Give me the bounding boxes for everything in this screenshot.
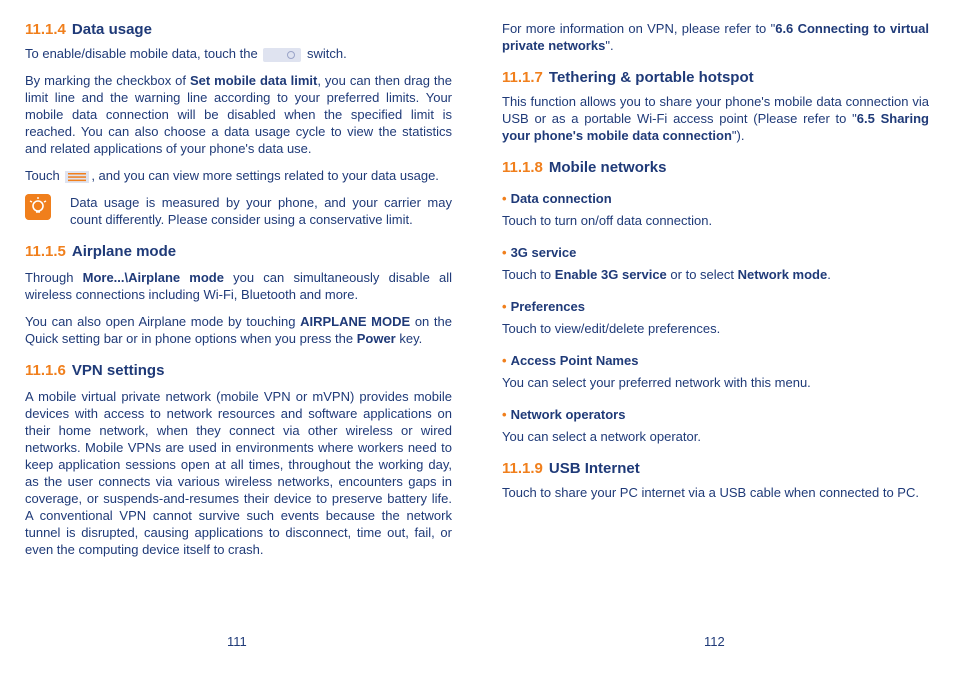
text-preferences: Touch to view/edit/delete preferences. xyxy=(502,321,721,336)
bullet-access-point-names: • Access Point Names xyxy=(502,353,639,368)
bullet-data-connection: • Data connection xyxy=(502,191,612,206)
bullet-network-operators: • Network operators xyxy=(502,407,626,422)
text-network-operators: You can select a network operator. xyxy=(502,429,701,444)
page-number-right: 112 xyxy=(704,634,725,649)
airplane-paragraph-1: Through More...\Airplane mode you can simultaneously disable all wireless connections including Wi-Fi, Bluetooth and more. xyxy=(25,270,452,302)
text-data-connection: Touch to turn on/off data connection. xyxy=(502,213,713,228)
usb-internet-paragraph: Touch to share your PC internet via a USB cable when connected to PC. xyxy=(502,485,919,500)
vpn-more-info: For more information on VPN, please refer to "6.6 Connecting to virtual private networks". xyxy=(502,21,929,53)
text-access-point-names: You can select your preferred network with this menu. xyxy=(502,375,811,390)
page-number-left: 111 xyxy=(227,634,247,649)
lightbulb-note-icon xyxy=(25,194,51,220)
airplane-paragraph-2: You can also open Airplane mode by touching AIRPLANE MODE on the Quick setting bar or in phone options when you press the Power key. xyxy=(25,314,452,346)
right-page xyxy=(502,20,929,501)
data-usage-paragraph-3: Touch , and you can view more settings related to your data usage. xyxy=(25,168,439,183)
tethering-paragraph: This function allows you to share your phone's mobile data connection via USB or as a portable Wi-Fi access point (Please refer to "6.5 Sharing your phone's mobile data connection"). xyxy=(502,94,929,143)
left-page xyxy=(25,20,452,558)
bullet-preferences: • Preferences xyxy=(502,299,586,314)
text-3g-service: Touch to Enable 3G service or to select Network mode. xyxy=(502,267,831,282)
section-heading-usb-internet: 11.1.9 USB Internet xyxy=(502,460,640,477)
section-heading-vpn-settings: 11.1.6 VPN settings xyxy=(25,362,165,379)
data-usage-paragraph-1: To enable/disable mobile data, touch the switch. xyxy=(25,46,347,61)
data-usage-paragraph-2: By marking the checkbox of Set mobile data limit, you can then drag the limit line and the warning line according to your preferred limits. Your mobile data connection will be disabled when the specified limit is reached. You can also choose a data usage cycle to view the statistics and related applications of your phone's data use. xyxy=(25,73,452,156)
section-heading-data-usage: 11.1.4 Data usage xyxy=(25,21,152,38)
section-heading-airplane-mode: 11.1.5 Airplane mode xyxy=(25,243,177,260)
bullet-3g-service: • 3G service xyxy=(502,245,577,260)
vpn-paragraph: A mobile virtual private network (mobile VPN or mVPN) provides mobile devices with access to network resources and software applications on their home network, when they connect via other wireless or wired networks. Mobile VPNs are used in environments where workers need to keep application sessions open at all times, throughout the working day, as the user connects via various wireless networks, encounters gaps in coverage, or suspends-and-resumes their device to preserve battery life. A conventional VPN cannot survive such events because the network tunnel is disrupted, causing applications to disconnect, time out, fail, or even the computing device itself to crash. xyxy=(25,389,452,557)
tip-note: Data usage is measured by your phone, and your carrier may count differently. Please consider using a conservative limit. xyxy=(25,194,452,228)
section-heading-mobile-networks: 11.1.8 Mobile networks xyxy=(502,159,667,176)
toggle-switch-icon xyxy=(263,48,301,62)
menu-icon xyxy=(65,171,89,183)
section-heading-tethering: 11.1.7 Tethering & portable hotspot xyxy=(502,69,754,86)
